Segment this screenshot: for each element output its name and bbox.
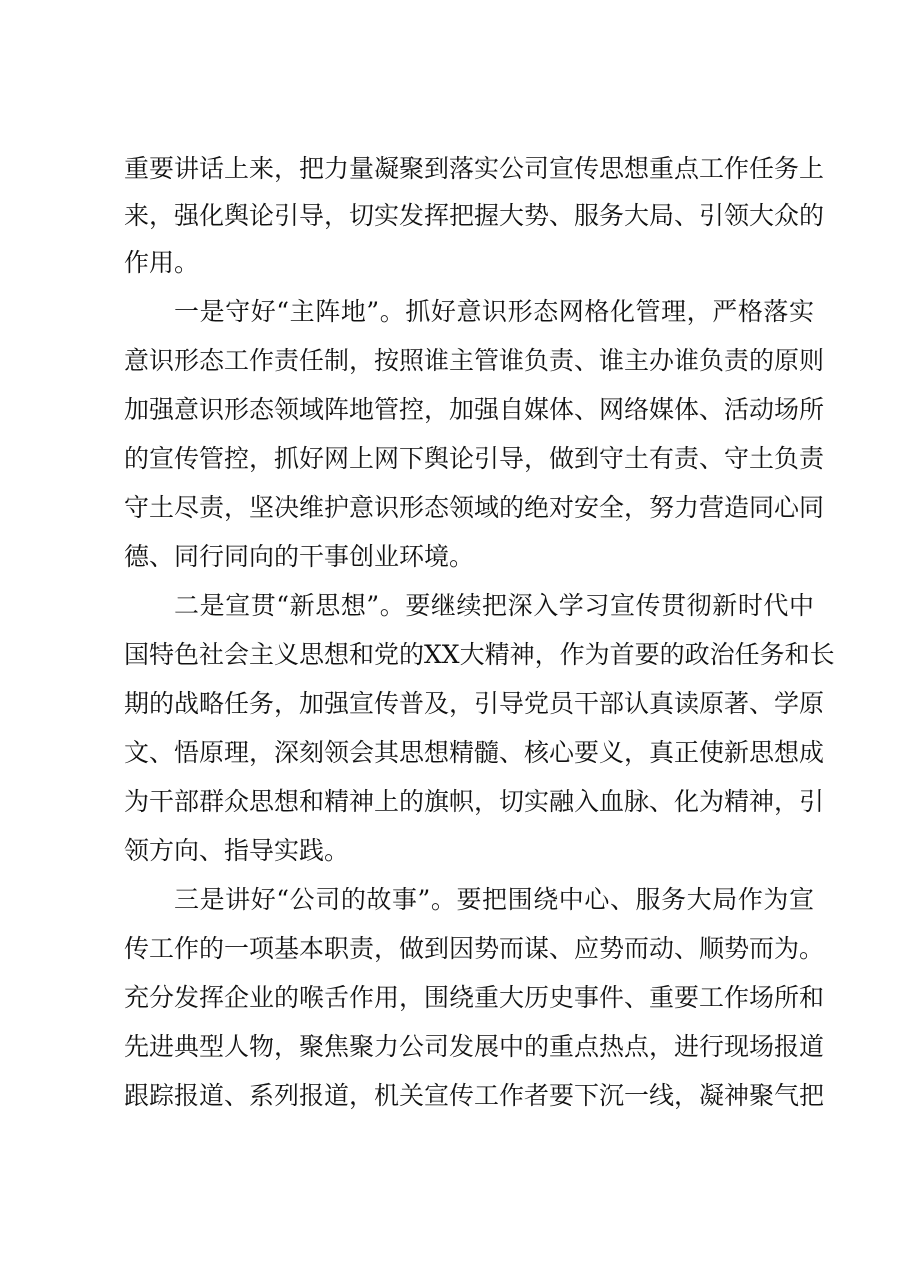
- paragraph-line: 德、同行同向的干事创业环境。: [124, 542, 475, 571]
- paragraph-line: 意识形态工作责任制，按照谁主管谁负责、谁主办谁负责的原则: [124, 346, 825, 375]
- paragraph-line: 传工作的一项基本职责，做到因势而谋、应势而动、顺势而为。: [124, 934, 825, 963]
- paragraph-line: 文、悟原理，深刻领会其思想精髓、核心要义，真正使新思想成: [124, 738, 825, 767]
- paragraph-line: 国特色社会主义思想和党的XX大精神，作为首要的政治任务和长: [124, 640, 835, 669]
- paragraph-line: 跟踪报道、系列报道，机关宣传工作者要下沉一线，凝神聚气把: [124, 1081, 825, 1110]
- paragraph-line: 重要讲话上来，把力量凝聚到落实公司宣传思想重点工作任务上: [124, 154, 825, 183]
- paragraph-line: 加强意识形态领域阵地管控，加强自媒体、网络媒体、活动场所: [124, 395, 825, 424]
- paragraph-line: 充分发挥企业的喉舌作用，围绕重大历史事件、重要工作场所和: [124, 983, 825, 1012]
- paragraph-line: 期的战略任务，加强宣传普及，引导党员干部认真读原著、学原: [124, 689, 825, 718]
- paragraph-line: 三是讲好“公司的故事”。要把围绕中心、服务大局作为宣: [174, 885, 814, 914]
- paragraph-line: 守土尽责，坚决维护意识形态领域的绝对安全，努力营造同心同: [124, 493, 825, 522]
- paragraph-line: 的宣传管控，抓好网上网下舆论引导，做到守土有责、守土负责: [124, 444, 825, 473]
- paragraph-line: 领方向、指导实践。: [124, 836, 350, 865]
- paragraph-line: 先进典型人物，聚焦聚力公司发展中的重点热点，进行现场报道: [124, 1032, 825, 1061]
- paragraph-line: 二是宣贯“新思想”。要继续把深入学习宣传贯彻新时代中: [174, 591, 814, 620]
- paragraph-line: 一是守好“主阵地”。抓好意识形态网格化管理，严格落实: [174, 297, 814, 326]
- paragraph-line: 为干部群众思想和精神上的旗帜，切实融入血脉、化为精神，引: [124, 787, 825, 816]
- paragraph-line: 来，强化舆论引导，切实发挥把握大势、服务大局、引领大众的: [124, 201, 825, 230]
- paragraph-line: 作用。: [124, 248, 200, 277]
